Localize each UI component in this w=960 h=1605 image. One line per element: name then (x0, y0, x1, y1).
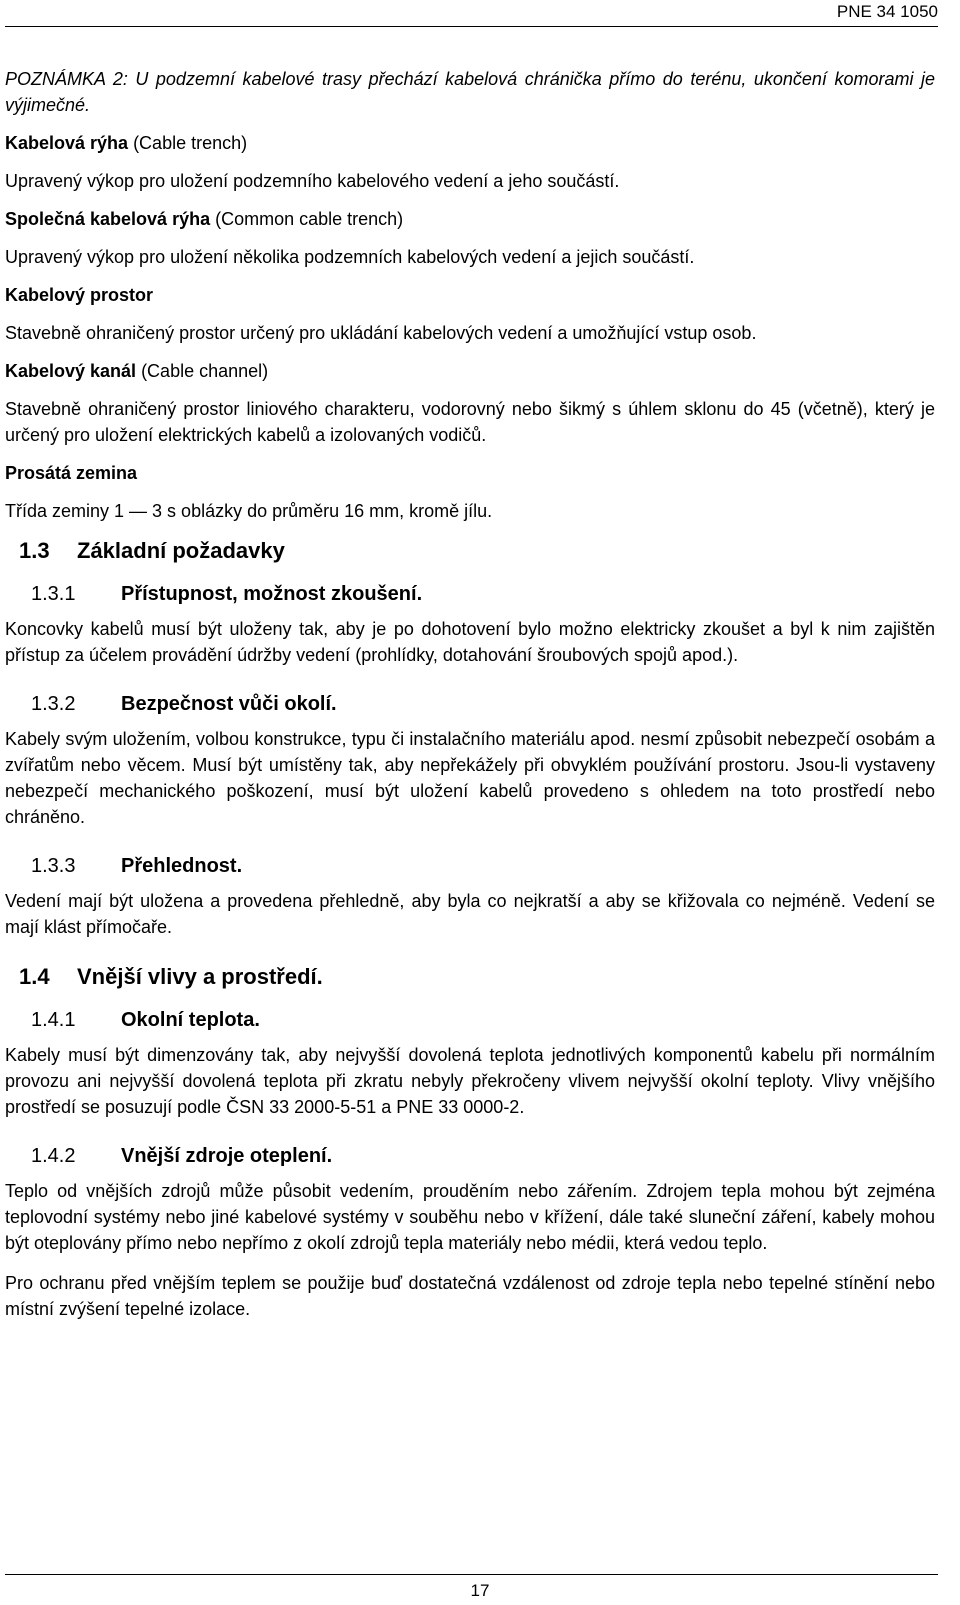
body-paragraph: Vedení mají být uložena a provedena přehledně, aby byla co nejkratší a aby se křižovala co nejméně. Vedení se mají klást přímočaře. (5, 891, 935, 937)
section-heading (19, 536, 935, 566)
term-heading (5, 460, 935, 486)
subsection-heading (31, 690, 935, 718)
document-reference: PNE 34 1050 (836, 2, 938, 21)
subsection-heading (31, 1142, 935, 1170)
section-heading (19, 962, 935, 992)
section-title: Vnější vlivy a prostředí. (77, 964, 323, 989)
term-english: (Cable channel) (136, 361, 269, 381)
section-title: Základní požadavky (77, 538, 285, 563)
header-divider (5, 26, 938, 27)
subsection-title: Přístupnost, možnost zkoušení. (121, 583, 423, 605)
term-definition: Upravený výkop pro uložení podzemního kabelového vedení a jeho součástí. (5, 171, 620, 191)
body-paragraph: Kabely svým uložením, volbou konstrukce, typu či instalačního materiálu apod. nesmí způsobit nebezpečí osobám a zvířatům nebo věcem. Musí být umístěny tak, aby nepřekážely při obvyklém používání prostoru. Jsou-li vystaveny nebezpečí mechanického poškození, musí být uložení kabelů provedeno s ohledem na toto prostředí nebo chráněno. (5, 729, 935, 827)
subsection-number: 1.3.2 (31, 693, 76, 715)
subsection-number: 1.4.2 (31, 1145, 76, 1167)
subsection-title: Přehlednost. (121, 855, 243, 877)
page-number: 17 (470, 1581, 490, 1600)
term-heading (5, 282, 935, 308)
body-paragraph: Pro ochranu před vnějším teplem se použije buď dostatečná vzdálenost od zdroje tepla nebo tepelné stínění nebo místní zvýšení tepelné izolace. (5, 1273, 935, 1319)
term-definition: Třída zeminy 1 — 3 s oblázky do průměru 16 mm, kromě jílu. (5, 501, 493, 521)
term-english: (Common cable trench) (210, 209, 404, 229)
body-paragraph: Teplo od vnějších zdrojů může působit vedením, prouděním nebo zářením. Zdrojem tepla mohou být zejména teplovodní systémy nebo jiné kabelové systémy v souběhu nebo v křížení, dále také sluneční záření, kabely mohou být oteplovány přímo nebo nepřímo z okolí zdrojů tepla materiály nebo médii, která vedou teplo. (5, 1181, 935, 1253)
term-name: Kabelová rýha (5, 133, 129, 153)
subsection-heading (31, 852, 935, 880)
section-number: 1.3 (19, 538, 50, 563)
body-paragraph: Koncovky kabelů musí být uloženy tak, aby je po dohotovení bylo možno elektricky zkoušet a byl k nim zajištěn přístup za účelem provádění údržby vedení (prohlídky, dotahování šroubových spojů apod.). (5, 619, 935, 665)
term-name: Kabelový prostor (5, 285, 154, 305)
term-definition: Stavebně ohraničený prostor určený pro ukládání kabelových vedení a umožňující vstup osob. (5, 323, 757, 343)
subsection-number: 1.4.1 (31, 1009, 76, 1031)
subsection-title: Vnější zdroje oteplení. (121, 1145, 333, 1167)
subsection-number: 1.3.1 (31, 583, 76, 605)
term-heading (5, 206, 935, 232)
term-english: (Cable trench) (128, 133, 248, 153)
section-number: 1.4 (19, 964, 50, 989)
term-name: Společná kabelová rýha (5, 209, 211, 229)
page-content (5, 66, 935, 1336)
subsection-heading (31, 580, 935, 608)
term-definition: Upravený výkop pro uložení několika podzemních kabelových vedení a jejich součástí. (5, 247, 695, 267)
subsection-title: Okolní teplota. (121, 1009, 260, 1031)
term-name: Kabelový kanál (5, 361, 137, 381)
term-name: Prosátá zemina (5, 463, 138, 483)
term-heading (5, 358, 935, 384)
term-heading (5, 130, 935, 156)
note-paragraph: POZNÁMKA 2: U podzemní kabelové trasy přechází kabelová chránička přímo do terénu, ukončení komorami je výjimečné. (5, 69, 935, 115)
footer-divider (5, 1574, 938, 1575)
subsection-number: 1.3.3 (31, 855, 76, 877)
subsection-heading (31, 1006, 935, 1034)
subsection-title: Bezpečnost vůči okolí. (121, 693, 337, 715)
term-definition: Stavebně ohraničený prostor liniového charakteru, vodorovný nebo šikmý s úhlem sklonu do 45 (včetně), který je určený pro uložení elektrických kabelů a izolovaných vodičů. (5, 399, 935, 445)
body-paragraph: Kabely musí být dimenzovány tak, aby nejvyšší dovolená teplota jednotlivých komponentů kabelu při normálním provozu ani nejvyšší dovolená teplota při zkratu nebyly překročeny vlivem nejvyšší okolní teploty. Vlivy vnějšího prostředí se posuzují podle ČSN 33 2000-5-51 a PNE 33 0000-2. (5, 1045, 935, 1117)
